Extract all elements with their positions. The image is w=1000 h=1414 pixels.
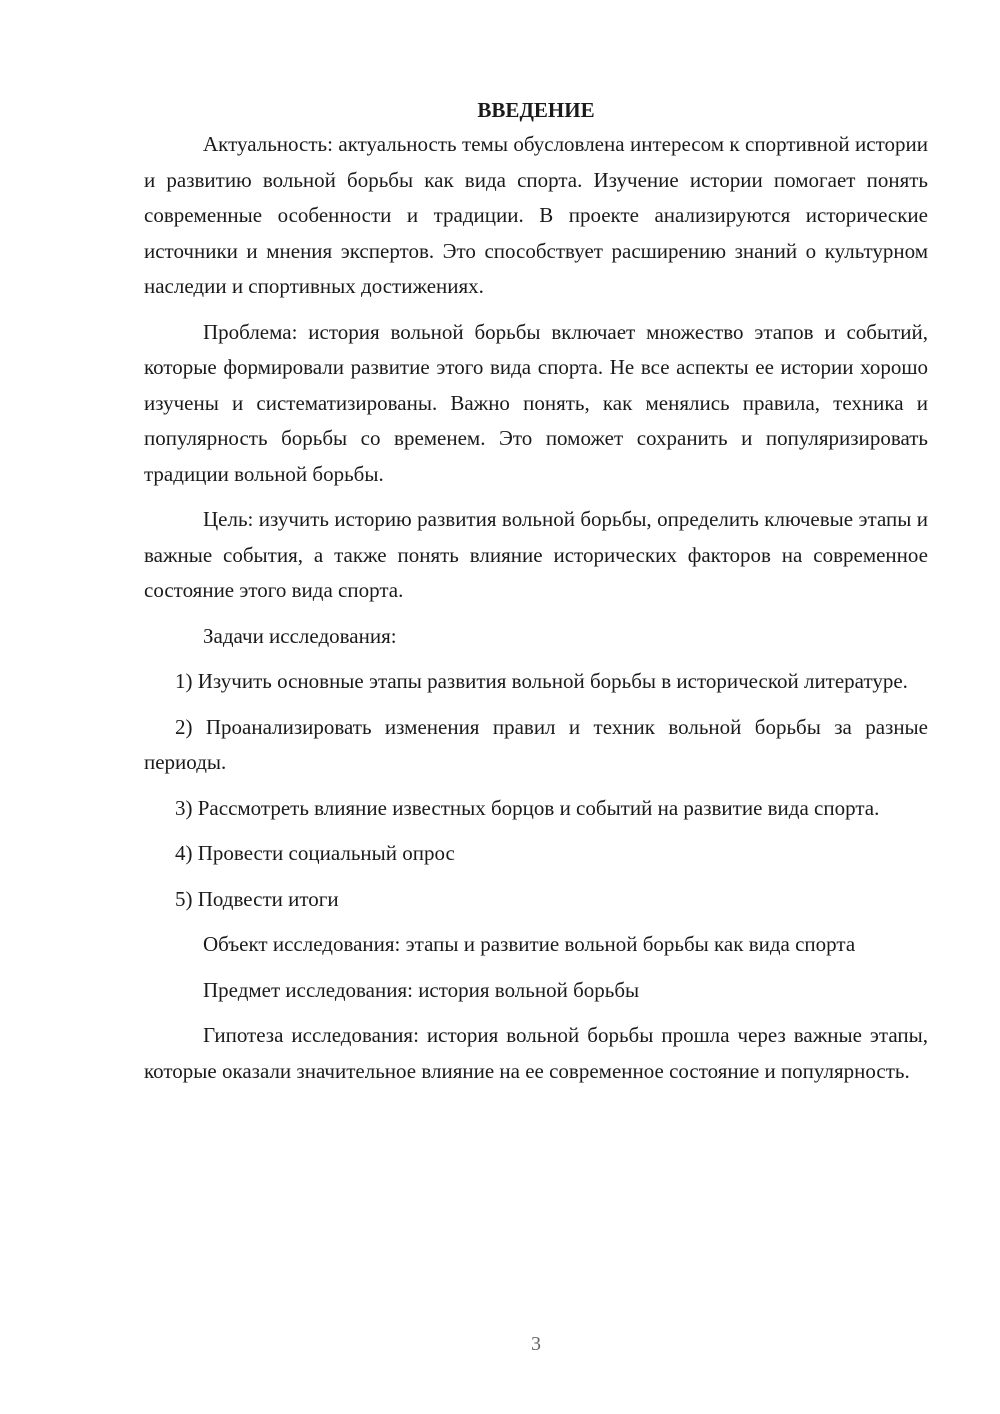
- hypothesis-paragraph: Гипотеза исследования: история вольной борьбы прошла через важные этапы, которые оказали значительное влияние на ее современное состояние и популярность.: [144, 1023, 928, 1083]
- page-title: ВВЕДЕНИЕ: [477, 98, 595, 122]
- task-item-4: 4) Провести социальный опрос: [175, 841, 455, 865]
- goal-paragraph: Цель: изучить историю развития вольной борьбы, определить ключевые этапы и важные события, а также понять влияние исторических факторов на современное состояние этого вида спорта.: [144, 507, 928, 602]
- document-page: [144, 95, 928, 1099]
- subject-paragraph: Предмет исследования: история вольной борьбы: [203, 977, 640, 1002]
- task-item-2: 2) Проанализировать изменения правил и техник вольной борьбы за разные периоды.: [144, 714, 928, 774]
- tasks-label: Задачи исследования:: [203, 623, 397, 648]
- page-number: 3: [531, 1333, 541, 1355]
- problem-paragraph: Проблема: история вольной борьбы включает множество этапов и событий, которые формировали развитие этого вида спорта. Не все аспекты ее истории хорошо изучены и систематизированы. Важно понять, как менялись правила, техника и популярность борьбы со временем. Это поможет сохранить и популяризировать традиции вольной борьбы.: [144, 319, 928, 486]
- task-item-3: 3) Рассмотреть влияние известных борцов и событий на развитие вида спорта.: [175, 795, 880, 820]
- task-item-5: 5) Подвести итоги: [175, 886, 339, 911]
- relevance-paragraph: Актуальность: актуальность темы обусловлена интересом к спортивной истории и развитию вольной борьбы как вида спорта. Изучение истории помогает понять современные особенности и традиции. В проекте анализируются исторические источники и мнения экспертов. Это способствует расширению знаний о культурном наследии и спортивных достижениях.: [144, 132, 928, 298]
- task-item-1: 1) Изучить основные этапы развития вольной борьбы в исторической литературе.: [175, 669, 908, 693]
- object-paragraph: Объект исследования: этапы и развитие вольной борьбы как вида спорта: [203, 932, 856, 956]
